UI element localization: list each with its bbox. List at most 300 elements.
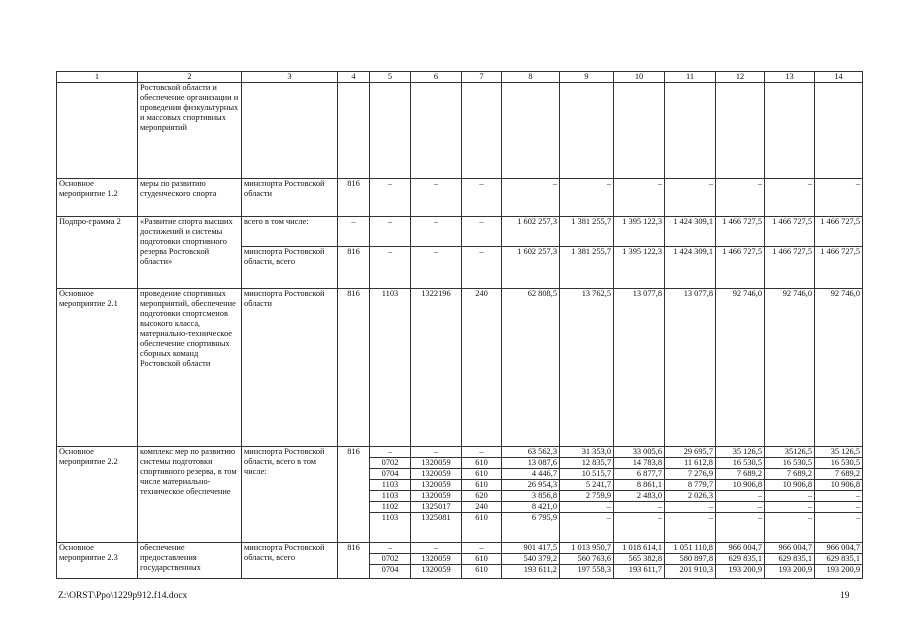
row-label: Основное мероприятие 2.3	[57, 543, 138, 579]
subrow	[815, 480, 862, 491]
value-cell: 1320059	[411, 480, 461, 491]
value-2015-cell	[560, 83, 614, 179]
value-cell: 565 382,8	[614, 554, 664, 565]
value-cell: –	[716, 491, 764, 502]
subrow	[411, 554, 461, 565]
subrow	[614, 565, 664, 576]
value-cell: 1325081	[421, 513, 451, 522]
value-cell: 10 515,7	[560, 469, 613, 480]
column-number-10: 10	[614, 72, 665, 83]
value-cell: 10 906,8	[815, 480, 862, 491]
value-cell: 8 861,1	[614, 480, 664, 491]
value-cell: –	[606, 513, 611, 522]
value-2020-cell	[815, 447, 863, 543]
subrow	[665, 513, 715, 524]
value-2018-cell: 92 746,0	[716, 289, 765, 447]
target-cell	[462, 543, 502, 579]
value-cell: –	[815, 502, 862, 513]
subrow-table	[614, 543, 664, 575]
value-cell: 31 353,0	[560, 447, 613, 458]
value-cell: 610	[462, 458, 501, 469]
subrow	[370, 565, 410, 576]
value-cell: 966 004,7	[765, 543, 814, 554]
target-cell: 240	[462, 289, 502, 447]
value-cell: –	[757, 513, 762, 522]
value-2014-cell	[502, 543, 560, 579]
value-cell: 33 005,6	[614, 447, 664, 458]
subrow	[502, 565, 559, 576]
subrow-table	[665, 543, 715, 575]
value-cell: 7 276,9	[665, 469, 715, 480]
value-2015-cell: 13 762,5	[560, 289, 614, 447]
subrow	[716, 543, 764, 554]
row-label: Основное мероприятие 1.2	[57, 179, 138, 217]
value-2020-cell	[815, 543, 863, 579]
value-2020-cell: 1 466 727,5	[815, 217, 863, 247]
subrow	[370, 513, 410, 524]
value-2014-cell	[502, 83, 560, 179]
value-cell: 16 530,5	[815, 458, 862, 469]
ministry-code: 816	[338, 447, 370, 543]
value-cell: 1320059	[421, 565, 451, 574]
subrow	[370, 447, 410, 458]
subrow	[815, 502, 862, 513]
value-cell: 13 087,6	[502, 458, 559, 469]
subrow-table	[815, 543, 862, 575]
value-cell: 5 241,7	[560, 480, 613, 491]
subrow	[560, 565, 613, 576]
subrow	[370, 554, 410, 565]
subrow	[462, 469, 501, 480]
value-cell: 540 379,2	[502, 554, 559, 565]
value-cell: –	[807, 513, 812, 522]
code-cell	[411, 447, 462, 543]
value-cell: 1 018 614,1	[614, 543, 664, 554]
code-cell	[411, 83, 462, 179]
subrow	[815, 554, 862, 565]
value-cell: 193 200,9	[778, 565, 812, 574]
column-number-3: 3	[242, 72, 338, 83]
value-2018-cell: 1 466 727,5	[716, 217, 765, 247]
column-number-6: 6	[411, 72, 462, 83]
subrow	[716, 491, 764, 502]
subrow	[560, 458, 613, 469]
value-2014-cell: –	[502, 179, 560, 217]
value-cell: 10 906,8	[765, 480, 814, 491]
row-description: комплекс мер по развитию системы подготовки спортивного резерва, в том числе материально-техническое обеспечение	[138, 447, 242, 543]
value-cell: 240	[462, 502, 501, 513]
code-cell: –	[411, 179, 462, 217]
row-executor: всего в том числе:	[242, 217, 338, 247]
value-cell: 1 013 950,7	[560, 543, 613, 554]
value-2017-cell: 1 424 309,1	[665, 247, 716, 289]
value-cell: 1320059	[411, 469, 461, 480]
value-cell: 0702	[370, 458, 410, 469]
value-cell: 1102	[370, 502, 410, 513]
subrow	[665, 480, 715, 491]
value-2014-cell	[502, 447, 560, 543]
subrow	[765, 458, 814, 469]
subrow	[815, 513, 862, 524]
value-cell: 629 835,1	[716, 554, 764, 565]
subrow	[411, 513, 461, 524]
row-description: Ростовской области и обеспечение организации и проведения физкультурных и массовых спортивных мероприятий	[138, 83, 242, 179]
section-cell: –	[370, 217, 411, 247]
subrow	[716, 502, 764, 513]
value-2018-cell: –	[716, 179, 765, 217]
subrow	[370, 543, 410, 554]
subrow	[411, 469, 461, 480]
value-2017-cell: –	[665, 179, 716, 217]
value-cell: 2 759,9	[560, 491, 613, 502]
value-cell: 2 026,3	[665, 491, 715, 502]
subrow	[462, 554, 501, 565]
value-cell: 7 689,2	[815, 469, 862, 480]
table-row	[57, 543, 863, 579]
value-cell: 629 835,1	[815, 554, 862, 565]
column-number-9: 9	[560, 72, 614, 83]
ministry-code	[338, 83, 370, 179]
subrow-table	[462, 543, 501, 575]
subrow-table	[815, 447, 862, 523]
subrow	[665, 491, 715, 502]
value-cell: 0704	[381, 565, 399, 574]
value-cell: 610	[462, 469, 501, 480]
value-2020-cell: 92 746,0	[815, 289, 863, 447]
subrow-table	[370, 447, 410, 523]
column-number-5: 5	[370, 72, 411, 83]
value-cell: 3 856,8	[502, 491, 559, 502]
subrow	[560, 554, 613, 565]
value-cell: 620	[462, 491, 501, 502]
subrow	[815, 458, 862, 469]
value-cell: 193 200,9	[728, 565, 762, 574]
subrow	[411, 480, 461, 491]
table-row	[57, 217, 863, 247]
row-description: обеспечение предоставления государственных	[138, 543, 242, 579]
subrow	[502, 469, 559, 480]
code-cell: –	[411, 217, 462, 247]
value-cell: 610	[475, 513, 488, 522]
subrow	[665, 543, 715, 554]
value-2015-cell: 1 381 255,7	[560, 217, 614, 247]
value-cell: 6 877,7	[614, 469, 664, 480]
value-2015-cell: 1 381 255,7	[560, 247, 614, 289]
value-2019-cell: –	[765, 179, 815, 217]
subrow	[411, 447, 461, 458]
value-cell: –	[462, 543, 501, 554]
value-cell: 580 897,8	[665, 554, 715, 565]
row-description: проведение спортивных мероприятий, обеспечение подготовки спортсменов высокого класса, материально-техническое обеспечение спортивных сборных команд Ростовской области	[138, 289, 242, 447]
value-cell: –	[708, 513, 713, 522]
subrow	[665, 447, 715, 458]
subrow	[765, 565, 814, 576]
subrow	[765, 491, 814, 502]
subrow-table	[462, 447, 501, 523]
value-cell: 966 004,7	[716, 543, 764, 554]
subrow	[716, 554, 764, 565]
header-row	[57, 72, 863, 83]
section-cell: –	[370, 247, 411, 289]
value-2017-cell	[665, 543, 716, 579]
value-cell: –	[614, 502, 664, 513]
subrow-table	[502, 543, 559, 575]
row-label: Основное мероприятие 2.2	[57, 447, 138, 543]
subrow	[502, 447, 559, 458]
value-cell: 11 612,8	[665, 458, 715, 469]
row-label: Основное мероприятие 2.1	[57, 289, 138, 447]
value-2016-cell: –	[614, 179, 665, 217]
subrow	[411, 458, 461, 469]
value-2019-cell	[765, 543, 815, 579]
subrow-table	[560, 543, 613, 575]
row-label: Подпро-грамма 2	[57, 217, 138, 289]
value-cell: 7 689,2	[765, 469, 814, 480]
value-cell: 35 126,5	[716, 447, 764, 458]
subrow	[560, 491, 613, 502]
subrow	[665, 554, 715, 565]
value-cell: 1325017	[411, 502, 461, 513]
value-2016-cell: 1 395 122,3	[614, 247, 665, 289]
value-2019-cell: 1 466 727,5	[765, 247, 815, 289]
subrow-table	[411, 543, 461, 575]
row-executor: минспорта Ростовской области, всего	[242, 247, 338, 289]
value-cell: 201 910,3	[679, 565, 713, 574]
subrow-table	[370, 543, 410, 575]
value-2014-cell: 62 808,5	[502, 289, 560, 447]
value-cell: 16 530,5	[765, 458, 814, 469]
code-cell	[411, 543, 462, 579]
target-cell	[462, 447, 502, 543]
subrow	[462, 513, 501, 524]
value-2016-cell: 13 077,8	[614, 289, 665, 447]
subrow	[411, 502, 461, 513]
subrow	[716, 480, 764, 491]
value-cell: 966 004,7	[815, 543, 862, 554]
subrow	[502, 491, 559, 502]
row-label	[57, 83, 138, 179]
subrow	[765, 543, 814, 554]
value-2020-cell: 1 466 727,5	[815, 247, 863, 289]
value-cell: 193 611,7	[628, 565, 662, 574]
value-2019-cell: 92 746,0	[765, 289, 815, 447]
subrow	[502, 554, 559, 565]
subrow	[614, 554, 664, 565]
value-2014-cell: 1 602 257,3	[502, 247, 560, 289]
value-cell: 610	[475, 565, 488, 574]
column-number-1: 1	[57, 72, 138, 83]
value-cell: 197 558,3	[577, 565, 611, 574]
subrow-table	[716, 543, 764, 575]
subrow	[370, 458, 410, 469]
row-executor: минспорта Ростовской области	[242, 179, 338, 217]
value-2015-cell	[560, 543, 614, 579]
row-executor: минспорта Ростовской области, всего	[242, 543, 338, 579]
subrow-table	[716, 447, 764, 523]
subrow	[815, 469, 862, 480]
subrow	[614, 447, 664, 458]
column-number-13: 13	[765, 72, 815, 83]
subrow-table	[665, 447, 715, 523]
section-cell	[370, 543, 411, 579]
subrow	[614, 502, 664, 513]
target-cell: –	[462, 217, 502, 247]
value-2018-cell	[716, 83, 765, 179]
value-2014-cell: 1 602 257,3	[502, 217, 560, 247]
subrow-table	[765, 447, 814, 523]
value-2017-cell: 13 077,8	[665, 289, 716, 447]
value-cell: 12 835,7	[560, 458, 613, 469]
value-cell: 193 611,2	[523, 565, 557, 574]
subrow	[716, 565, 764, 576]
subrow	[560, 513, 613, 524]
subrow	[765, 480, 814, 491]
row-description: меры по развитию студенческого спорта	[138, 179, 242, 217]
subrow-table	[502, 447, 559, 523]
subrow	[665, 502, 715, 513]
column-number-4: 4	[338, 72, 370, 83]
subrow	[614, 491, 664, 502]
subrow	[716, 469, 764, 480]
subrow	[815, 543, 862, 554]
value-cell: 6 795,9	[531, 513, 557, 522]
subrow	[765, 502, 814, 513]
value-2018-cell	[716, 447, 765, 543]
value-2019-cell: 1 466 727,5	[765, 217, 815, 247]
value-cell: –	[815, 491, 862, 502]
row-description: «Развитие спорта высших достижений и системы подготовки спортивного резерва Ростовской области»	[138, 217, 242, 289]
subrow	[462, 543, 501, 554]
value-cell: 1320059	[411, 458, 461, 469]
value-cell: –	[370, 447, 410, 458]
value-cell: 1320059	[411, 554, 461, 565]
subrow-table	[765, 543, 814, 575]
subrow	[502, 458, 559, 469]
subrow	[502, 502, 559, 513]
subrow	[815, 491, 862, 502]
subrow	[765, 554, 814, 565]
subrow	[614, 458, 664, 469]
value-cell: 63 562,3	[502, 447, 559, 458]
value-cell: –	[411, 447, 461, 458]
footer-page-number: 19	[840, 591, 850, 601]
value-cell: 2 483,0	[614, 491, 664, 502]
value-cell: –	[765, 502, 814, 513]
value-cell: 29 695,7	[665, 447, 715, 458]
subrow	[462, 458, 501, 469]
subrow	[462, 447, 501, 458]
subrow	[665, 469, 715, 480]
column-number-11: 11	[665, 72, 716, 83]
value-cell: 35 126,5	[815, 447, 862, 458]
value-2017-cell	[665, 447, 716, 543]
subrow	[502, 513, 559, 524]
subrow	[716, 447, 764, 458]
column-number-7: 7	[462, 72, 502, 83]
subrow	[560, 502, 613, 513]
subrow	[560, 469, 613, 480]
value-2016-cell: 1 395 122,3	[614, 217, 665, 247]
value-cell: –	[665, 502, 715, 513]
row-executor	[242, 83, 338, 179]
subrow	[614, 543, 664, 554]
subrow	[815, 565, 862, 576]
subrow	[560, 480, 613, 491]
subrow	[614, 513, 664, 524]
value-cell: 1103	[381, 513, 399, 522]
target-cell: –	[462, 247, 502, 289]
row-executor: минспорта Ростовской области	[242, 289, 338, 447]
target-cell	[462, 83, 502, 179]
subrow	[815, 447, 862, 458]
subrow	[665, 565, 715, 576]
value-cell: –	[765, 491, 814, 502]
column-number-2: 2	[138, 72, 242, 83]
ministry-code: 816	[338, 179, 370, 217]
value-cell: 4 446,7	[502, 469, 559, 480]
value-cell: –	[855, 513, 860, 522]
value-cell: 901 417,5	[502, 543, 559, 554]
subrow	[716, 458, 764, 469]
subrow	[614, 469, 664, 480]
value-cell: –	[462, 447, 501, 458]
target-cell: –	[462, 179, 502, 217]
value-cell: –	[657, 513, 662, 522]
subrow	[411, 543, 461, 554]
value-cell: 1320059	[411, 491, 461, 502]
table-row	[57, 83, 863, 179]
subrow	[716, 513, 764, 524]
subrow-table	[614, 447, 664, 523]
value-cell: 610	[462, 554, 501, 565]
value-2020-cell	[815, 83, 863, 179]
subrow-table	[411, 447, 461, 523]
code-cell: 1322196	[411, 289, 462, 447]
value-cell: –	[560, 502, 613, 513]
subrow	[462, 502, 501, 513]
value-cell: 629 835,1	[765, 554, 814, 565]
value-cell: 0702	[370, 554, 410, 565]
value-cell: 1103	[370, 491, 410, 502]
section-cell: 1103	[370, 289, 411, 447]
value-2019-cell	[765, 447, 815, 543]
value-2015-cell: –	[560, 179, 614, 217]
subrow	[462, 565, 501, 576]
value-2018-cell	[716, 543, 765, 579]
ministry-code: –	[338, 217, 370, 247]
table-row	[57, 447, 863, 543]
value-2017-cell	[665, 83, 716, 179]
subrow	[370, 469, 410, 480]
footer-file-path: Z:\ORST\Ppo\1229p912.f14.docx	[58, 591, 188, 601]
section-cell	[370, 83, 411, 179]
value-cell: 8 421,0	[502, 502, 559, 513]
value-cell: 610	[462, 480, 501, 491]
subrow	[765, 447, 814, 458]
value-cell: 1 051 110,8	[665, 543, 715, 554]
value-cell: 0704	[370, 469, 410, 480]
section-cell	[370, 447, 411, 543]
value-cell: 8 779,7	[665, 480, 715, 491]
subrow	[502, 543, 559, 554]
subrow	[560, 447, 613, 458]
section-cell: –	[370, 179, 411, 217]
value-2015-cell	[560, 447, 614, 543]
value-2019-cell	[765, 83, 815, 179]
subrow	[765, 469, 814, 480]
value-cell: –	[716, 502, 764, 513]
table-row	[57, 179, 863, 217]
